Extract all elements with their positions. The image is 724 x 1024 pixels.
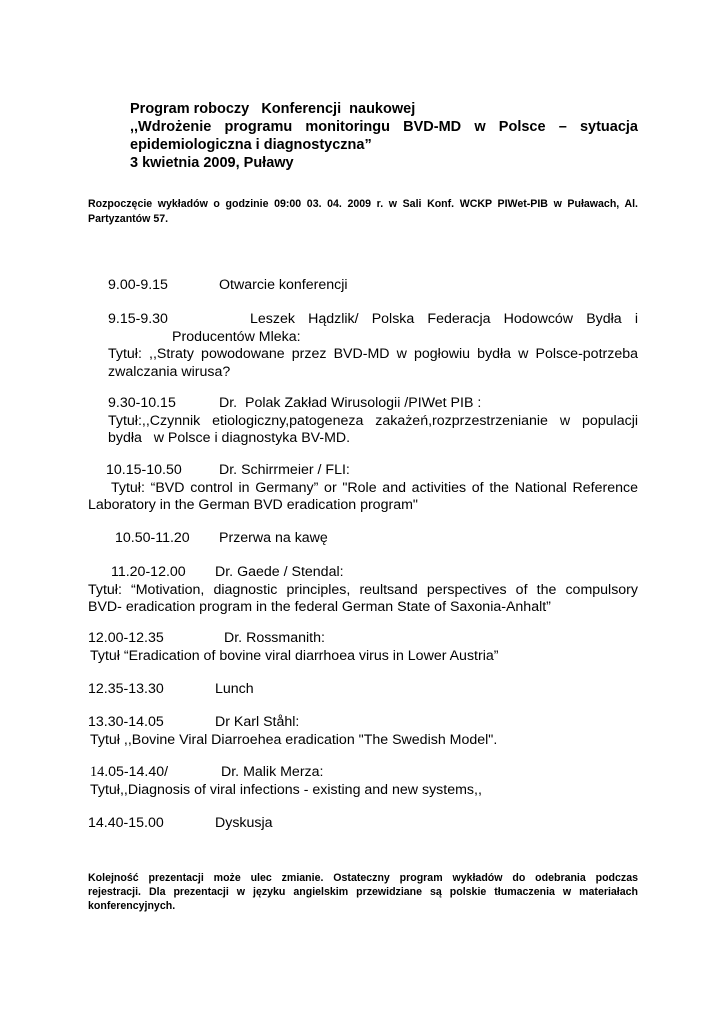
program-talk-title: Tytuł: “BVD control in Germany” or "Role and activities of the National Reference: [111, 479, 638, 496]
intro-paragraph: [88, 197, 638, 226]
program-speaker: Dyskusja: [215, 815, 273, 831]
program-time: 9.00-9.15: [108, 277, 168, 293]
program-time: 11.20-12.00: [111, 564, 186, 580]
footer-line-3: konferencyjnych.: [88, 900, 176, 912]
program-time: 12.35-13.30: [88, 681, 164, 697]
footer-line-2: rejestracji. Dla prezentacji w języku angielskim przewidziane są polskie tłumaczenia w materiałach: [88, 886, 638, 898]
program-time: 14.40-15.00: [88, 815, 164, 831]
program-item-discussion: [88, 815, 273, 833]
program-speaker: Dr. Rossmanith:: [224, 630, 325, 646]
program-item-polak: [108, 395, 638, 448]
program-item-stahl: [88, 714, 638, 749]
program-speaker: Otwarcie konferencji: [219, 277, 348, 293]
program-time: [88, 764, 221, 782]
program-item-merza: [88, 764, 638, 799]
program-time: 13.30-14.05: [88, 714, 164, 730]
program-speaker: Leszek Hądzlik/ Polska Federacja Hodowców Bydła i: [250, 311, 638, 327]
program-talk-title-cont: BVD- eradication program in the federal German State of Saxonia-Anhalt”: [88, 599, 551, 615]
program-time: 9.30-10.15: [108, 395, 176, 411]
intro-line-2: Partyzantów 57.: [88, 212, 169, 225]
program-speaker: Dr. Polak Zakład Wirusologii /PIWet PIB :: [219, 395, 482, 411]
footer-line-1: Kolejność prezentacji może ulec zmianie. Ostateczny program wykładów do odebrania podczas: [88, 872, 638, 884]
program-speaker: Dr. Schirrmeier / FLI:: [219, 462, 350, 478]
footer-note: [88, 871, 638, 913]
title-line-3: epidemiologiczna i diagnostyczna”: [130, 137, 372, 153]
program-item-hadzlik: [108, 311, 638, 381]
program-time: 10.50-11.20: [115, 530, 190, 546]
program-speaker: Lunch: [215, 681, 254, 697]
intro-line-1: Rozpoczęcie wykładów o godzinie 09:00 03. 04. 2009 r. w Sali Konf. WCKP PIWet-PIB w Puławach, Al.: [88, 198, 638, 210]
program-talk-title: Tytuł:,,Czynnik etiologiczny,patogeneza zakażeń,rozprzestrzenianie w populacji: [108, 412, 638, 429]
program-time: 12.00-12.35: [88, 630, 164, 646]
program-time: 10.15-10.50: [106, 462, 182, 478]
program-speaker: Dr Karl Ståhl:: [215, 714, 300, 730]
program-talk-title-cont: bydła w Polsce i diagnostyka BV-MD.: [108, 430, 351, 446]
title-date: 3 kwietnia 2009, Puławy: [130, 155, 294, 171]
program-talk-title-cont: zwalczania wirusa?: [108, 363, 231, 380]
program-item-rossmanith: [88, 630, 638, 665]
program-talk-title: Tytuł: ,,Straty powodowane przez BVD-MD w pogłowiu bydła w Polsce-potrzeba: [108, 346, 638, 362]
title-line-1: Program roboczy Konferencji naukowej: [130, 101, 416, 117]
program-item-coffee-break: [115, 530, 328, 548]
program-speaker: Dr. Malik Merza:: [221, 764, 324, 780]
document-title: [130, 100, 638, 172]
program-item-gaede: [88, 564, 638, 617]
program-item-lunch: [88, 681, 254, 699]
program-talk-title-cont: Laboratory in the German BVD eradication program": [88, 497, 418, 513]
program-time: 9.15-9.30: [108, 311, 168, 327]
program-time-rest: .05-14.40/: [104, 764, 169, 780]
program-item-opening: [108, 277, 348, 295]
program-talk-title: Tytuł ,,Bovine Viral Diarroehea eradication "The Swedish Model".: [90, 731, 498, 748]
program-item-schirrmeier: [88, 462, 638, 515]
program-talk-title: Tytuł: “Motivation, diagnostic principles, reultsand perspectives of the compulsory: [88, 581, 638, 598]
title-line-2: ,,Wdrożenie programu monitoringu BVD-MD w Polsce – sytuacja: [130, 119, 638, 135]
program-speaker-cont: Producentów Mleka:: [172, 328, 301, 345]
program-talk-title: Tytuł,,Diagnosis of viral infections - existing and new systems,,: [90, 781, 482, 798]
program-speaker: Przerwa na kawę: [219, 530, 328, 546]
program-time-hour: 14: [90, 764, 105, 780]
program-speaker: Dr. Gaede / Stendal:: [215, 564, 344, 580]
program-talk-title: Tytuł “Eradication of bovine viral diarrhoea virus in Lower Austria”: [90, 647, 499, 664]
